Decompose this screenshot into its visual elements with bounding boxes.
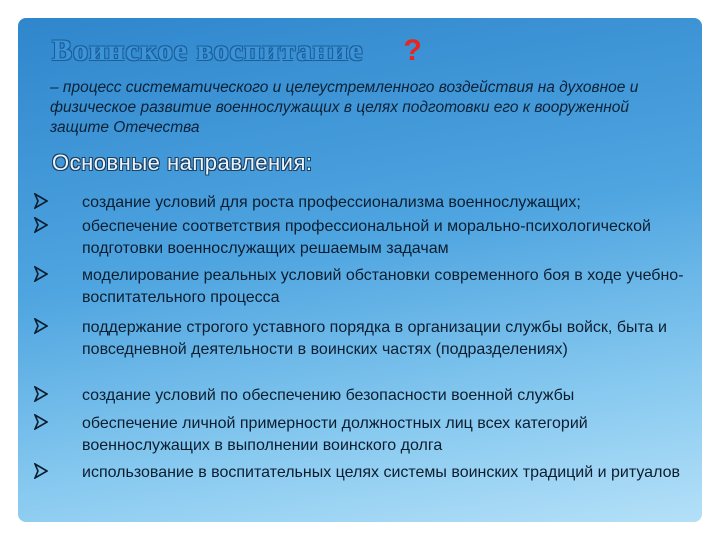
arrowhead-bullet-icon	[34, 217, 48, 233]
list-item-text: использование в воспитательных целях системы воинских традиций и ритуалов	[82, 464, 680, 481]
arrowhead-bullet-icon	[34, 463, 48, 479]
title-question-mark: ?	[403, 34, 422, 67]
list-item-text: поддержание строгого уставного порядка в организации службы войск, быта и повседневной деятельности в воинских частях (подразделениях)	[82, 319, 667, 358]
arrowhead-bullet-icon	[34, 386, 48, 402]
title-text: Воинское воспитание	[52, 34, 364, 67]
arrowhead-bullet-icon	[34, 266, 48, 282]
subheading: Основные направления:	[52, 150, 313, 175]
definition-text: – процесс систематического и целеустремленного воздействия на духовное и физическое развитие военнослужащих в целях подготовки его к вооруженной защите Отечества	[50, 79, 639, 136]
list-item-text: моделирование реальных условий обстановки современного боя в ходе учебно-воспитательного процесса	[82, 267, 684, 306]
arrowhead-bullet-icon	[34, 414, 48, 430]
list-item-text: создание условий по обеспечению безопасности военной службы	[82, 387, 575, 404]
arrowhead-bullet-icon	[34, 318, 48, 334]
arrowhead-bullet-icon	[34, 193, 48, 209]
list-item-text: обеспечение соответствия профессиональной и морально-психологической подготовки военнослужащих решаемым задачам	[82, 218, 651, 257]
list-item-text: создание условий для роста профессионализма военнослужащих;	[82, 194, 581, 211]
list-item-text: обеспечение личной примерности должностных лиц всех категорий военнослужащих в выполнении воинского долга	[82, 415, 588, 454]
